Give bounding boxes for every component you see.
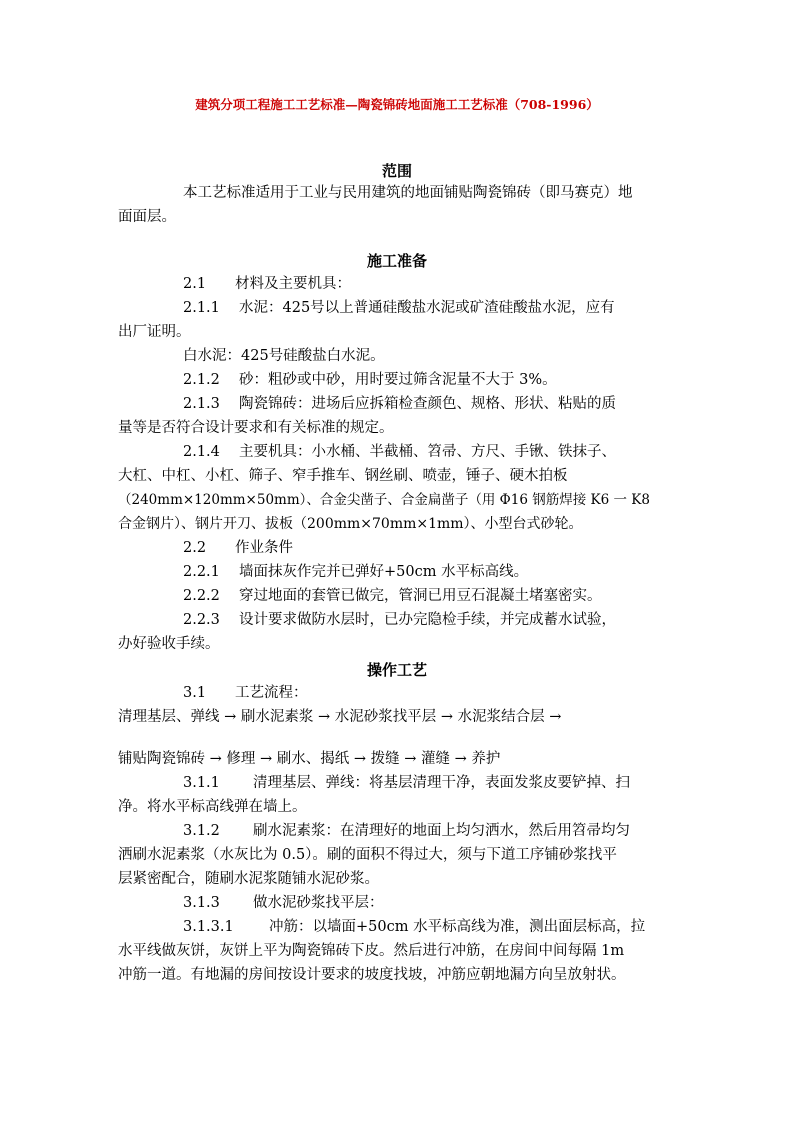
clause-number: 2.1.1: [183, 300, 220, 316]
paragraph-line: 白水泥：425号硅酸盐白水泥。: [183, 348, 385, 364]
clause-text: 作业条件: [235, 540, 293, 556]
clause-text: 陶瓷锦砖：进场后应拆箱检查颜色、规格、形状、粘贴的质: [239, 396, 616, 412]
clause-number: 2.1: [183, 276, 207, 292]
clause-3-1: [183, 684, 308, 702]
paragraph-line: 面面层。: [118, 209, 176, 225]
clause-2-1-1: [183, 299, 615, 317]
clause-number: 2.2.3: [183, 612, 220, 628]
paragraph-line: 本工艺标准适用于工业与民用建筑的地面铺贴陶瓷锦砖（即马赛克）地: [183, 185, 633, 201]
clause-3-1-1: [183, 774, 630, 792]
document-title: 建筑分项工程施工工艺标准—陶瓷锦砖地面施工工艺标准（708-1996）: [195, 97, 599, 112]
paragraph-line: （240mm×120mm×50mm）、合金尖凿子、合金扁凿子（用 Φ16 钢筋焊接 K6 一 K8: [118, 492, 650, 508]
clause-text: 设计要求做防水层时，已办完隐检手续，并完成蓄水试验，: [239, 612, 616, 628]
heading-preparation: 施工准备: [366, 252, 427, 270]
clause-2-2: [183, 539, 293, 557]
clause-text: 冲筋：以墙面+50cm 水平标高线为准，测出面层标高，拉: [269, 919, 646, 935]
clause-text: 清理基层、弹线：将基层清理干净，表面发浆皮要铲掉、扫: [253, 775, 630, 791]
clause-3-1-3-1: [183, 918, 645, 936]
clause-number: 2.2: [183, 540, 207, 556]
clause-number: 3.1.3.1: [183, 919, 234, 935]
clause-2-1-4: [183, 443, 616, 461]
clause-text: 材料及主要机具：: [235, 276, 351, 292]
clause-number: 2.1.3: [183, 396, 220, 412]
paragraph-line: 水平线做灰饼，灰饼上平为陶瓷锦砖下皮。然后进行冲筋，在房间中间每隔 1m: [118, 943, 625, 959]
process-flow-line-2: 铺贴陶瓷锦砖 → 修理 → 刷水、揭纸 → 拨缝 → 灌缝 → 养护: [118, 751, 501, 767]
clause-number: 2.2.2: [183, 588, 220, 604]
clause-text: 刷水泥素浆：在清理好的地面上均匀洒水，然后用笤帚均匀: [253, 823, 630, 839]
clause-3-1-3: [183, 894, 384, 912]
clause-text: 主要机具：小水桶、半截桶、笤帚、方尺、手锹、铁抹子、: [239, 444, 616, 460]
clause-text: 做水泥砂浆找平层：: [253, 895, 384, 911]
clause-text: 工艺流程：: [235, 685, 308, 701]
clause-number: 3.1.1: [183, 775, 220, 791]
clause-number: 3.1: [183, 685, 207, 701]
clause-number: 2.1.2: [183, 372, 220, 388]
paragraph-line: 量等是否符合设计要求和有关标准的规定。: [118, 420, 394, 436]
clause-2-1-2: [183, 371, 557, 389]
clause-text: 穿过地面的套管已做完，管洞已用豆石混凝土堵塞密实。: [239, 588, 602, 604]
paragraph-line: 出厂证明。: [118, 324, 191, 340]
process-flow-line-1: 清理基层、弹线 → 刷水泥素浆 → 水泥砂浆找平层 → 水泥浆结合层 →: [118, 709, 562, 725]
paragraph-line: 净。将水平标高线弹在墙上。: [118, 799, 307, 815]
clause-number: 2.1.4: [183, 444, 220, 460]
heading-operations: 操作工艺: [366, 661, 427, 679]
clause-2-1: [183, 275, 351, 293]
clause-text: 水泥：425号以上普通硅酸盐水泥或矿渣硅酸盐水泥，应有: [239, 300, 615, 316]
paragraph-line: 冲筋一道。有地漏的房间按设计要求的坡度找坡，冲筋应朝地漏方向呈放射状。: [118, 967, 626, 983]
paragraph-line: 合金钢片）、钢片开刀、拔板（200mm×70mm×1mm）、小型台式砂轮。: [118, 516, 583, 532]
clause-text: 砂：粗砂或中砂，用时要过筛含泥量不大于 3%。: [239, 372, 557, 388]
clause-number: 2.2.1: [183, 564, 220, 580]
clause-3-1-2: [183, 822, 630, 840]
heading-scope: 范围: [381, 162, 412, 180]
clause-2-2-3: [183, 611, 616, 629]
paragraph-line: 办好验收手续。: [118, 636, 220, 652]
paragraph-line: 层紧密配合，随刷水泥浆随铺水泥砂浆。: [118, 871, 379, 887]
clause-2-1-3: [183, 395, 616, 413]
clause-number: 3.1.3: [183, 895, 220, 911]
clause-2-2-2: [183, 587, 602, 605]
paragraph-line: 洒刷水泥素浆（水灰比为 0.5）。刷的面积不得过大，须与下道工序铺砂浆找平: [118, 847, 617, 863]
clause-text: 墙面抹灰作完并已弹好+50cm 水平标高线。: [239, 564, 529, 580]
clause-2-2-1: [183, 563, 528, 581]
paragraph-line: 大杠、中杠、小杠、筛子、窄手推车、钢丝刷、喷壶，锤子、硬木拍板: [118, 468, 568, 484]
clause-number: 3.1.2: [183, 823, 220, 839]
